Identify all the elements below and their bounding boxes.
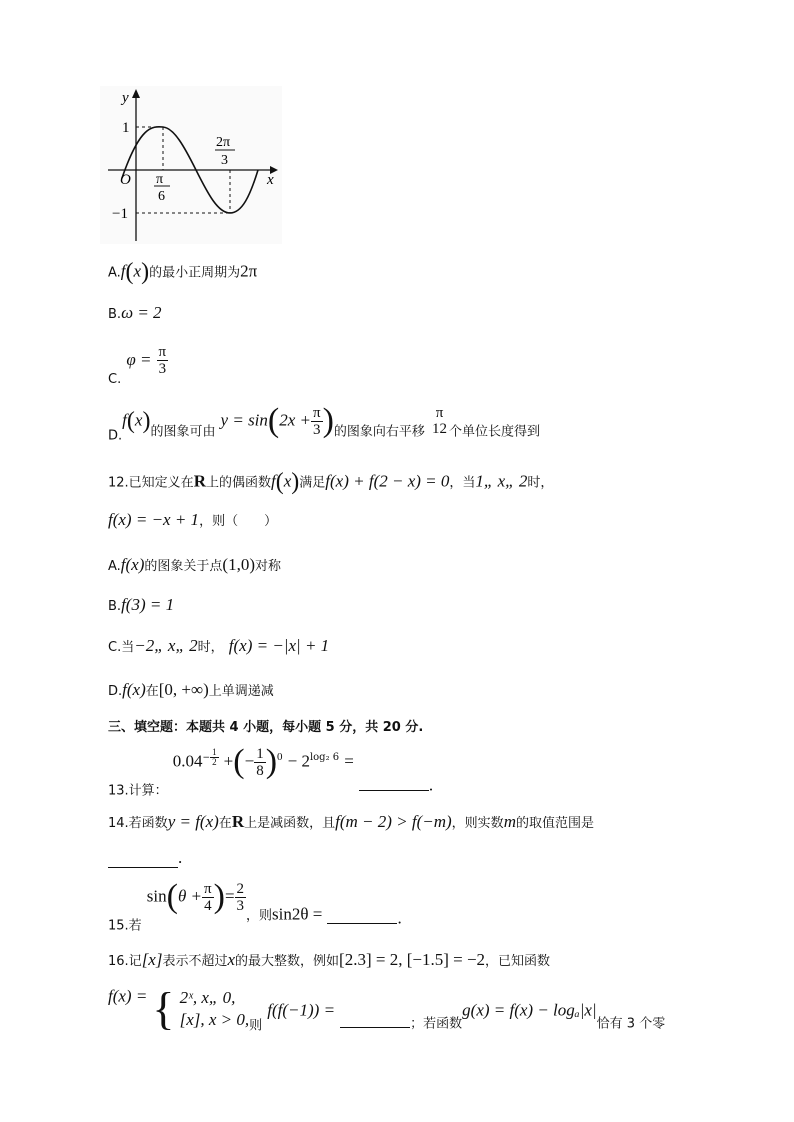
pi23-num: 2π	[216, 135, 231, 150]
question-12-line2: f(x) = −x + 1，则（ ）	[108, 510, 278, 529]
option-b-12[interactable]: B.f(3) = 1	[108, 595, 175, 614]
section-3-heading: 三、填空题：本题共 4 小题，每小题 5 分，共 20 分.	[108, 720, 424, 735]
option-c-12[interactable]: C.当−2„ x„ 2时， f(x) = −|x| + 1	[108, 636, 330, 655]
origin-label: O	[120, 172, 131, 188]
q14-blank[interactable]	[108, 853, 178, 868]
question-13: $_{13.计算:}$ $0.04^{- \frac{1}{2}}$ +(− $\frac{1}{8}$ )$^0 - 2^{log_2 6}$ = .	[108, 743, 434, 799]
question-16-line2: f(x) = { 2ˣ, x„ 0, [x], x > 0, $_则$ $f(f(-1)) = _{;若函数}g(x) = f(x) - \log_a|x|_{恰有 3 个零}$	[108, 983, 666, 1034]
q16-blank[interactable]	[340, 1013, 410, 1028]
q13-blank[interactable]	[359, 776, 429, 791]
pi6-num: π	[156, 172, 164, 187]
option-b-11[interactable]: B.ω = 2	[108, 303, 162, 322]
option-a-12[interactable]: A.f(x)的图象关于点(1,0)对称	[108, 555, 281, 574]
question-12-line1: 12.已知定义在R上的偶函数f(x)满足f(x) + f(2 − x) = 0，当1„ x„ 2时，	[108, 469, 554, 495]
y-top-label: 1	[122, 120, 130, 136]
question-15: $_{15.若}$ sin(θ + $\frac{\pi}{4}$ )= $\frac{2}{3}$ $_{,则}$sin2θ = .	[108, 878, 402, 934]
option-d-11[interactable]: $_{D.}f(x)_{的图象可由}$ y = sin(2x + $\frac{\pi}{3}$ )$_{的图象向右平移}$ π 12 $_{个单位长度得到}$	[108, 402, 541, 444]
question-16-line1: 16.记[x]表示不超过x的最大整数，例如[2.3] = 2, [−1.5] = −2，已知函数	[108, 950, 551, 969]
x-axis-label: x	[267, 172, 274, 188]
y-axis-label: y	[122, 90, 129, 106]
y-bottom-label: −1	[112, 206, 128, 222]
option-c-11[interactable]: $_{C.}$ φ = $\frac{\pi}{3}$	[108, 344, 167, 387]
question-14-blank-line: .	[108, 848, 182, 868]
option-d-12[interactable]: D.f(x)在[0, +∞)上单调递减	[108, 680, 274, 699]
pi23-den: 3	[221, 153, 228, 168]
option-a-11[interactable]: A.f(x)的最小正周期为2π	[108, 259, 258, 285]
q15-blank[interactable]	[327, 909, 397, 924]
pi6-den: 6	[158, 189, 165, 204]
question-14: 14.若函数y = f(x)在R上是减函数，且f(m − 2) > f(−m)，则实数m的取值范围是	[108, 812, 594, 831]
sine-graph	[100, 86, 282, 244]
